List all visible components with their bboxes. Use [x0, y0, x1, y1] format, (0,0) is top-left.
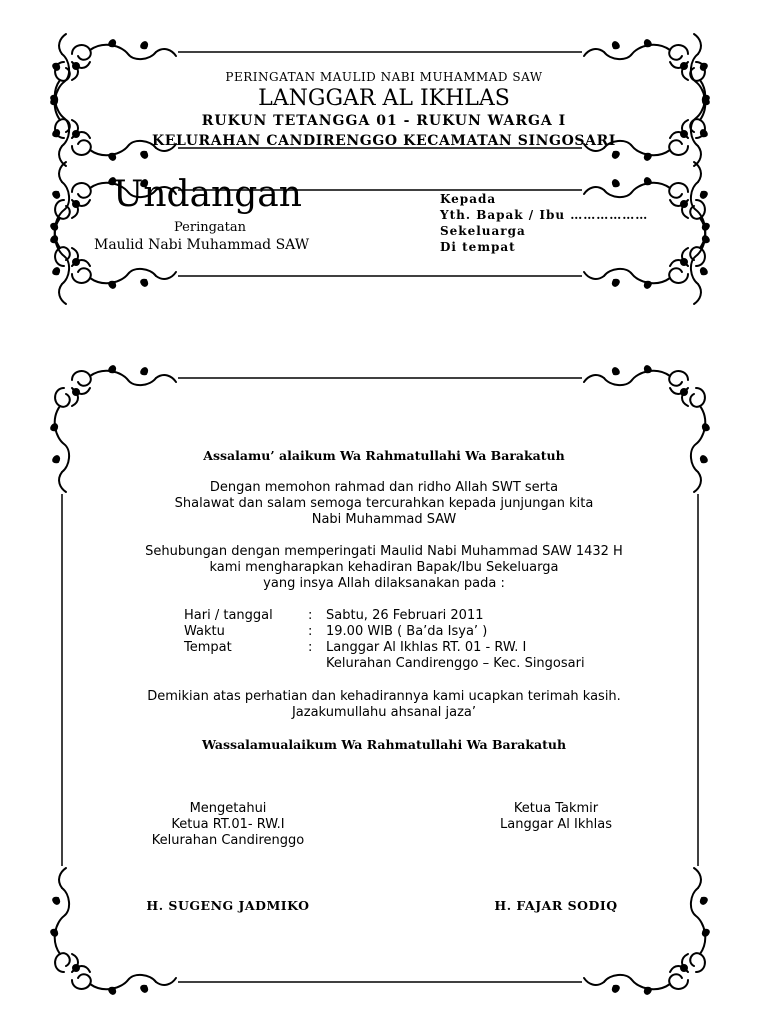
recipient-line: Yth. Bapak / Ibu ……………… [440, 208, 649, 222]
invitation-sub2: Maulid Nabi Muhammad SAW [94, 237, 310, 253]
left-signatory-line: Mengetahui [189, 801, 267, 816]
recipient-line: Di tempat [440, 240, 516, 254]
left-signatory-line: Kelurahan Candirenggo [151, 833, 305, 848]
recipient-line: Sekeluarga [440, 224, 526, 238]
right-signatory-line: Langgar Al Ikhlas [500, 817, 612, 832]
header-line1: PERINGATAN MAULID NABI MUHAMMAD SAW [225, 70, 543, 84]
left-signatory-line: Ketua RT.01- RW.I [171, 817, 285, 832]
detail-value: 19.00 WIB ( Ba’da Isya’ ) [326, 624, 488, 639]
paragraph-line: Dengan memohon rahmad dan ridho Allah SWT serta [209, 480, 559, 495]
detail-sep: : [308, 624, 313, 639]
detail-label: Waktu [184, 624, 225, 639]
paragraph-line: Demikian atas perhatian dan kehadirannya kami ucapkan terimah kasih. [147, 689, 621, 704]
left-signatory-name: H. SUGENG JADMIKO [146, 898, 310, 913]
right-signatory-line: Ketua Takmir [513, 801, 599, 816]
paragraph-line: kami mengharapkan kehadiran Bapak/Ibu Sekeluarga [209, 560, 559, 575]
paragraph-line: Shalawat dan salam semoga tercurahkan kepada junjungan kita [174, 496, 594, 511]
greeting: Assalamu’ alaikum Wa Rahmatullahi Wa Barakatuh [203, 448, 565, 463]
paragraph-line: Jazakumullahu ahsanal jaza’ [291, 705, 477, 720]
corner-flourish [584, 366, 709, 492]
detail-sep: : [308, 608, 313, 623]
corner-flourish [51, 366, 176, 492]
paragraph-line: Sehubungan dengan memperingati Maulid Nabi Muhammad SAW 1432 H [145, 544, 623, 559]
header-line3: RUKUN TETANGGA 01 - RUKUN WARGA I [201, 113, 567, 129]
header-line4: KELURAHAN CANDIRENGGO KECAMATAN SINGOSARI [152, 133, 616, 149]
invitation-title: Undangan [113, 174, 302, 215]
invitation-sub1: Peringatan [174, 220, 247, 235]
header-title: LANGGAR AL IKHLAS [258, 86, 510, 111]
detail-label: Tempat [184, 640, 232, 655]
corner-flourish [584, 868, 709, 994]
closing: Wassalamualaikum Wa Rahmatullahi Wa Barakatuh [201, 737, 567, 752]
detail-value: Kelurahan Candirenggo – Kec. Singosari [326, 656, 585, 671]
detail-value: Langgar Al Ikhlas RT. 01 - RW. I [326, 640, 527, 655]
paragraph-line: Nabi Muhammad SAW [311, 512, 457, 527]
paragraph-line: yang insya Allah dilaksanakan pada : [263, 576, 505, 591]
right-signatory-name: H. FAJAR SODIQ [494, 898, 618, 913]
detail-sep: : [308, 640, 313, 655]
detail-value: Sabtu, 26 Februari 2011 [326, 608, 484, 623]
corner-flourish [51, 868, 176, 994]
detail-label: Hari / tanggal [184, 608, 273, 623]
recipient-line: Kepada [440, 192, 497, 206]
